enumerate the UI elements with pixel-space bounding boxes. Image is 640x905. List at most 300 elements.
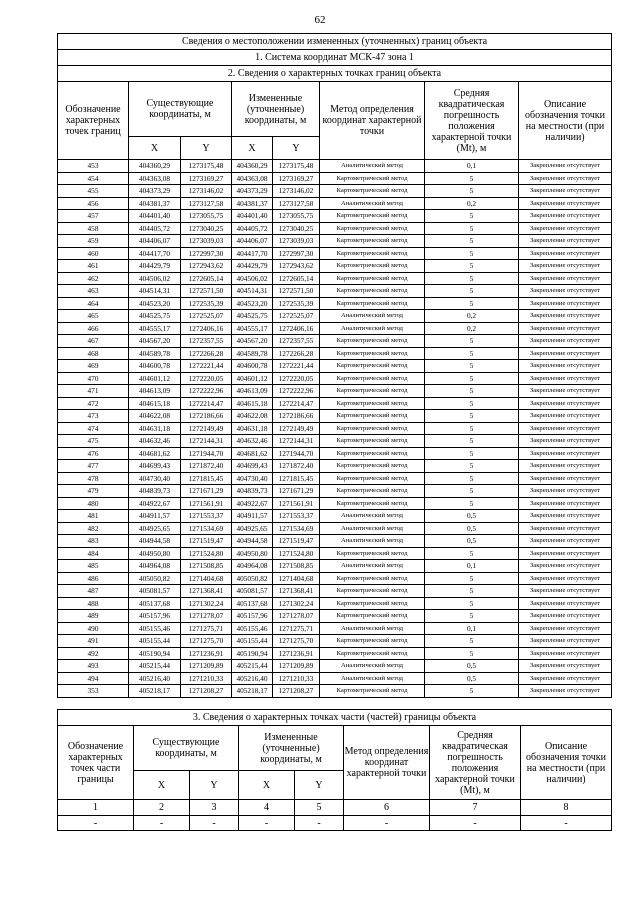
cell-error: 0,2: [425, 322, 519, 335]
table-row: [58, 247, 612, 260]
header-x: X: [134, 771, 190, 800]
cell-changed-x: 404699,43: [232, 460, 273, 473]
cell-changed-x: 404950,80: [232, 547, 273, 560]
table-row: [58, 285, 612, 298]
cell-existing-x: 405081,57: [129, 585, 181, 598]
cell-changed-x: 404632,46: [232, 435, 273, 448]
cell-description: Закрепление отсутствует: [519, 385, 612, 398]
cell-existing-x: 404555,17: [129, 322, 181, 335]
cell-changed-y: 1271210,33: [273, 672, 320, 685]
cell-method: Аналитический метод: [320, 535, 425, 548]
cell-changed-y: 1271275,71: [273, 622, 320, 635]
cell-error: 5: [425, 397, 519, 410]
table-row: [58, 272, 612, 285]
cell-changed-y: 1271275,70: [273, 635, 320, 648]
cell-existing-y: 1271534,69: [181, 522, 232, 535]
cell-changed-y: 1271534,69: [273, 522, 320, 535]
cell-changed-x: 404589,78: [232, 347, 273, 360]
column-number: 7: [430, 800, 521, 816]
cell-description: Закрепление отсутствует: [519, 310, 612, 323]
cell-existing-x: 404381,37: [129, 197, 181, 210]
table-row: [58, 547, 612, 560]
cell-changed-x: 404417,70: [232, 247, 273, 260]
cell-existing-y: 1271275,70: [181, 635, 232, 648]
cell-method: Картометрический метод: [320, 297, 425, 310]
cell-description: Закрепление отсутствует: [519, 397, 612, 410]
cell-error: 5: [425, 585, 519, 598]
cell-changed-x: 404555,17: [232, 322, 273, 335]
table-row: [58, 197, 612, 210]
cell-changed-x: 404506,02: [232, 272, 273, 285]
cell-method: Картометрический метод: [320, 422, 425, 435]
cell-changed-x: 405216,40: [232, 672, 273, 685]
cell-existing-y: 1271302,24: [181, 597, 232, 610]
cell-changed-x: 404730,40: [232, 472, 273, 485]
cell-description: Закрепление отсутствует: [519, 247, 612, 260]
cell-point-id: 460: [58, 247, 129, 260]
cell-method: Картометрический метод: [320, 360, 425, 373]
cell-error: 5: [425, 347, 519, 360]
cell-existing-y: 1271278,07: [181, 610, 232, 623]
cell-changed-y: 1271404,68: [273, 572, 320, 585]
cell-existing-x: 404401,40: [129, 210, 181, 223]
cell-changed-x: 404429,79: [232, 260, 273, 273]
cell-method: Картометрический метод: [320, 647, 425, 660]
cell-method: Картометрический метод: [320, 272, 425, 285]
cell-error: 5: [425, 460, 519, 473]
cell-point-id: 471: [58, 385, 129, 398]
cell-existing-y: 1271815,45: [181, 472, 232, 485]
cell-existing-x: 405137,68: [129, 597, 181, 610]
cell-description: Закрепление отсутствует: [519, 572, 612, 585]
cell-point-id: 467: [58, 335, 129, 348]
cell-changed-y: 1273127,58: [273, 197, 320, 210]
cell-changed-y: 1273055,75: [273, 210, 320, 223]
table-row: [58, 447, 612, 460]
cell-description: Закрепление отсутствует: [519, 160, 612, 173]
cell-existing-x: 404681,62: [129, 447, 181, 460]
cell-point-id: 464: [58, 297, 129, 310]
cell-existing-y: 1272357,55: [181, 335, 232, 348]
cell-existing-x: 404360,29: [129, 160, 181, 173]
cell-changed-x: 404681,62: [232, 447, 273, 460]
cell-error: 0,2: [425, 310, 519, 323]
cell-method: Картометрический метод: [320, 585, 425, 598]
cell-existing-x: 405216,40: [129, 672, 181, 685]
cell-changed-x: 404373,29: [232, 185, 273, 198]
table-row: [58, 185, 612, 198]
section-3-title: 3. Сведения о характерных точках части (частей) границы объекта: [58, 710, 612, 726]
cell-method: Картометрический метод: [320, 210, 425, 223]
part-empty-row: [58, 816, 612, 831]
cell-existing-x: 404632,46: [129, 435, 181, 448]
column-number: 2: [134, 800, 190, 816]
cell-changed-x: 404925,65: [232, 522, 273, 535]
cell-changed-y: 1272214,47: [273, 397, 320, 410]
cell-error: 0,1: [425, 622, 519, 635]
table-row: [58, 510, 612, 523]
cell-point-id: 463: [58, 285, 129, 298]
cell-changed-x: 404360,29: [232, 160, 273, 173]
cell-existing-y: 1271368,41: [181, 585, 232, 598]
cell-changed-x: 405081,57: [232, 585, 273, 598]
cell-existing-y: 1271209,89: [181, 660, 232, 673]
cell-existing-y: 1271561,91: [181, 497, 232, 510]
cell-changed-y: 1271561,91: [273, 497, 320, 510]
cell-changed-y: 1271553,37: [273, 510, 320, 523]
cell-method: Картометрический метод: [320, 472, 425, 485]
cell-method: Картометрический метод: [320, 497, 425, 510]
cell-method: Картометрический метод: [320, 335, 425, 348]
table-row: [58, 422, 612, 435]
cell-method: Аналитический метод: [320, 522, 425, 535]
cell-point-id: 485: [58, 560, 129, 573]
cell-method: Картометрический метод: [320, 185, 425, 198]
table-row: [58, 522, 612, 535]
cell-point-id: 457: [58, 210, 129, 223]
cell-changed-y: 1273169,27: [273, 172, 320, 185]
cell-method: Картометрический метод: [320, 397, 425, 410]
cell-error: 5: [425, 285, 519, 298]
part-points-table: [57, 709, 612, 831]
cell-point-id: 489: [58, 610, 129, 623]
cell-changed-y: 1271944,70: [273, 447, 320, 460]
cell-changed-x: 405155,44: [232, 635, 273, 648]
cell-existing-y: 1273175,48: [181, 160, 232, 173]
cell-method: Аналитический метод: [320, 660, 425, 673]
cell-existing-y: 1272997,30: [181, 247, 232, 260]
cell-changed-y: 1272266,28: [273, 347, 320, 360]
table-row: [58, 310, 612, 323]
cell-description: Закрепление отсутствует: [519, 235, 612, 248]
cell-existing-y: 1271524,80: [181, 547, 232, 560]
cell-description: Закрепление отсутствует: [519, 460, 612, 473]
cell-changed-x: 404944,58: [232, 535, 273, 548]
cell-description: Закрепление отсутствует: [519, 610, 612, 623]
cell-changed-y: 1271278,07: [273, 610, 320, 623]
cell-error: 0,1: [425, 160, 519, 173]
cell-description: Закрепление отсутствует: [519, 672, 612, 685]
cell-existing-y: 1272406,16: [181, 322, 232, 335]
cell-changed-x: 405050,82: [232, 572, 273, 585]
table-row: [58, 610, 612, 623]
empty-cell: -: [239, 816, 295, 831]
cell-changed-y: 1272997,30: [273, 247, 320, 260]
cell-method: Картометрический метод: [320, 547, 425, 560]
cell-point-id: 453: [58, 160, 129, 173]
cell-error: 5: [425, 547, 519, 560]
cell-existing-x: 404429,79: [129, 260, 181, 273]
cell-method: Картометрический метод: [320, 235, 425, 248]
table-row: [58, 410, 612, 423]
cell-method: Картометрический метод: [320, 285, 425, 298]
cell-error: 5: [425, 572, 519, 585]
cell-point-id: 465: [58, 310, 129, 323]
table-row: [58, 460, 612, 473]
cell-method: Картометрический метод: [320, 447, 425, 460]
header-y: Y: [295, 771, 344, 800]
cell-description: Закрепление отсутствует: [519, 647, 612, 660]
cell-changed-x: 404839,73: [232, 485, 273, 498]
table-row: [58, 172, 612, 185]
column-number: 1: [58, 800, 134, 816]
table-row: [58, 347, 612, 360]
table-row: [58, 210, 612, 223]
cell-error: 5: [425, 485, 519, 498]
cell-description: Закрепление отсутствует: [519, 560, 612, 573]
cell-method: Картометрический метод: [320, 597, 425, 610]
cell-existing-y: 1271553,37: [181, 510, 232, 523]
cell-description: Закрепление отсутствует: [519, 485, 612, 498]
cell-changed-x: 404911,57: [232, 510, 273, 523]
table-row: [58, 235, 612, 248]
cell-existing-y: 1272214,47: [181, 397, 232, 410]
cell-point-id: 475: [58, 435, 129, 448]
cell-existing-y: 1272149,49: [181, 422, 232, 435]
cell-description: Закрепление отсутствует: [519, 535, 612, 548]
cell-changed-x: 405155,46: [232, 622, 273, 635]
cell-existing-y: 1272186,66: [181, 410, 232, 423]
cell-existing-x: 405157,96: [129, 610, 181, 623]
table-row: [58, 572, 612, 585]
header-x: X: [129, 137, 181, 160]
cell-existing-x: 405050,82: [129, 572, 181, 585]
cell-existing-x: 405155,44: [129, 635, 181, 648]
cell-existing-y: 1272525,07: [181, 310, 232, 323]
header-existing: Существующие координаты, м: [129, 82, 232, 137]
cell-changed-y: 1272571,50: [273, 285, 320, 298]
cell-point-id: 469: [58, 360, 129, 373]
cell-error: 5: [425, 472, 519, 485]
cell-method: Аналитический метод: [320, 197, 425, 210]
table-row: [58, 360, 612, 373]
cell-error: 5: [425, 260, 519, 273]
header-existing: Существующие координаты, м: [134, 726, 239, 771]
cell-changed-y: 1272605,14: [273, 272, 320, 285]
cell-description: Закрепление отсутствует: [519, 685, 612, 698]
cell-method: Картометрический метод: [320, 172, 425, 185]
column-number: 5: [295, 800, 344, 816]
cell-error: 0,5: [425, 672, 519, 685]
cell-point-id: 492: [58, 647, 129, 660]
cell-existing-y: 1272144,31: [181, 435, 232, 448]
cell-description: Закрепление отсутствует: [519, 522, 612, 535]
cell-existing-x: 404406,07: [129, 235, 181, 248]
header-point-part: Обозначение характерных точек части границы: [58, 726, 134, 800]
cell-method: Аналитический метод: [320, 560, 425, 573]
cell-existing-y: 1273040,25: [181, 222, 232, 235]
table-row: [58, 685, 612, 698]
cell-existing-x: 404944,58: [129, 535, 181, 548]
cell-error: 0,5: [425, 660, 519, 673]
cell-point-id: 466: [58, 322, 129, 335]
cell-description: Закрепление отсутствует: [519, 510, 612, 523]
cell-error: 5: [425, 435, 519, 448]
table-row: [58, 647, 612, 660]
cell-error: 5: [425, 685, 519, 698]
cell-method: Картометрический метод: [320, 410, 425, 423]
cell-changed-y: 1273175,48: [273, 160, 320, 173]
header-error: Средняя квадратическая погрешность положения характерной точки (Mt), м: [425, 82, 519, 160]
cell-error: 5: [425, 222, 519, 235]
page-number: 62: [314, 14, 326, 26]
cell-existing-x: 405155,46: [129, 622, 181, 635]
cell-error: 5: [425, 335, 519, 348]
cell-point-id: 461: [58, 260, 129, 273]
cell-changed-y: 1271208,27: [273, 685, 320, 698]
cell-error: 0,5: [425, 535, 519, 548]
cell-existing-y: 1272605,14: [181, 272, 232, 285]
cell-changed-y: 1271872,40: [273, 460, 320, 473]
cell-point-id: 491: [58, 635, 129, 648]
cell-changed-x: 405157,96: [232, 610, 273, 623]
cell-changed-x: 404405,72: [232, 222, 273, 235]
cell-changed-y: 1272943,62: [273, 260, 320, 273]
cell-description: Закрепление отсутствует: [519, 597, 612, 610]
cell-description: Закрепление отсутствует: [519, 585, 612, 598]
cell-existing-x: 404514,31: [129, 285, 181, 298]
cell-description: Закрепление отсутствует: [519, 435, 612, 448]
empty-cell: -: [134, 816, 190, 831]
cell-changed-y: 1271508,85: [273, 560, 320, 573]
cell-existing-y: 1271872,40: [181, 460, 232, 473]
table-row: [58, 260, 612, 273]
cell-point-id: 494: [58, 672, 129, 685]
cell-description: Закрепление отсутствует: [519, 297, 612, 310]
cell-description: Закрепление отсутствует: [519, 222, 612, 235]
cell-existing-x: 405218,17: [129, 685, 181, 698]
cell-changed-y: 1272221,44: [273, 360, 320, 373]
cell-changed-y: 1272144,31: [273, 435, 320, 448]
cell-point-id: 474: [58, 422, 129, 435]
cell-point-id: 480: [58, 497, 129, 510]
column-number: 3: [190, 800, 239, 816]
cell-description: Закрепление отсутствует: [519, 547, 612, 560]
cell-changed-y: 1272149,49: [273, 422, 320, 435]
cell-point-id: 482: [58, 522, 129, 535]
cell-existing-y: 1271519,47: [181, 535, 232, 548]
cell-method: Аналитический метод: [320, 160, 425, 173]
cell-method: Картометрический метод: [320, 460, 425, 473]
cell-point-id: 455: [58, 185, 129, 198]
cell-existing-x: 404601,12: [129, 372, 181, 385]
column-number: 6: [344, 800, 430, 816]
cell-existing-x: 404567,20: [129, 335, 181, 348]
cell-error: 5: [425, 385, 519, 398]
cell-point-id: 462: [58, 272, 129, 285]
header-x: X: [239, 771, 295, 800]
cell-method: Картометрический метод: [320, 435, 425, 448]
table-row: [58, 635, 612, 648]
cell-existing-y: 1273169,27: [181, 172, 232, 185]
header-y: Y: [181, 137, 232, 160]
cell-error: 0,2: [425, 197, 519, 210]
cell-existing-x: 404600,78: [129, 360, 181, 373]
cell-description: Закрепление отсутствует: [519, 210, 612, 223]
cell-changed-y: 1271368,41: [273, 585, 320, 598]
cell-changed-y: 1272357,55: [273, 335, 320, 348]
cell-existing-y: 1273146,02: [181, 185, 232, 198]
cell-method: Картометрический метод: [320, 610, 425, 623]
table-row: [58, 322, 612, 335]
cell-changed-x: 404622,08: [232, 410, 273, 423]
cell-existing-x: 404589,78: [129, 347, 181, 360]
cell-description: Закрепление отсутствует: [519, 172, 612, 185]
cell-error: 5: [425, 647, 519, 660]
cell-method: Картометрический метод: [320, 372, 425, 385]
table-row: [58, 335, 612, 348]
cell-point-id: 454: [58, 172, 129, 185]
cell-existing-y: 1271671,29: [181, 485, 232, 498]
cell-method: Картометрический метод: [320, 385, 425, 398]
cell-point-id: 488: [58, 597, 129, 610]
cell-point-id: 476: [58, 447, 129, 460]
cell-existing-x: 404922,67: [129, 497, 181, 510]
cell-changed-x: 404525,75: [232, 310, 273, 323]
cell-existing-x: 404839,73: [129, 485, 181, 498]
cell-changed-y: 1273040,25: [273, 222, 320, 235]
cell-changed-x: 404615,18: [232, 397, 273, 410]
cell-point-id: 458: [58, 222, 129, 235]
cell-point-id: 456: [58, 197, 129, 210]
cell-changed-y: 1272222,96: [273, 385, 320, 398]
cell-point-id: 493: [58, 660, 129, 673]
table-row: [58, 385, 612, 398]
cell-point-id: 473: [58, 410, 129, 423]
cell-changed-y: 1273039,03: [273, 235, 320, 248]
table-row: [58, 472, 612, 485]
cell-existing-x: 405215,44: [129, 660, 181, 673]
cell-existing-x: 405190,94: [129, 647, 181, 660]
cell-error: 5: [425, 372, 519, 385]
cell-changed-y: 1271209,89: [273, 660, 320, 673]
cell-error: 5: [425, 410, 519, 423]
cell-changed-x: 404523,20: [232, 297, 273, 310]
cell-changed-y: 1271519,47: [273, 535, 320, 548]
table-row: [58, 397, 612, 410]
header-method: Метод определения координат характерной точки: [344, 726, 430, 800]
cell-changed-x: 405218,17: [232, 685, 273, 698]
cell-description: Закрепление отсутствует: [519, 322, 612, 335]
cell-changed-x: 405215,44: [232, 660, 273, 673]
cell-existing-y: 1271236,91: [181, 647, 232, 660]
cell-existing-y: 1272221,44: [181, 360, 232, 373]
cell-existing-x: 404405,72: [129, 222, 181, 235]
cell-changed-x: 404514,31: [232, 285, 273, 298]
cell-error: 0,5: [425, 510, 519, 523]
cell-error: 5: [425, 247, 519, 260]
cell-description: Закрепление отсутствует: [519, 422, 612, 435]
cell-existing-x: 404363,08: [129, 172, 181, 185]
points-body: [58, 160, 612, 698]
cell-description: Закрепление отсутствует: [519, 622, 612, 635]
cell-description: Закрепление отсутствует: [519, 185, 612, 198]
table-row: [58, 222, 612, 235]
cell-error: 5: [425, 422, 519, 435]
cell-method: Картометрический метод: [320, 572, 425, 585]
column-number: 8: [521, 800, 612, 816]
table-row: [58, 660, 612, 673]
cell-existing-y: 1272266,28: [181, 347, 232, 360]
cell-description: Закрепление отсутствует: [519, 472, 612, 485]
column-numbers-row: [58, 800, 612, 816]
cell-existing-y: 1271210,33: [181, 672, 232, 685]
cell-method: Картометрический метод: [320, 485, 425, 498]
cell-existing-x: 404506,02: [129, 272, 181, 285]
cell-description: Закрепление отсутствует: [519, 447, 612, 460]
cell-point-id: 484: [58, 547, 129, 560]
cell-description: Закрепление отсутствует: [519, 347, 612, 360]
